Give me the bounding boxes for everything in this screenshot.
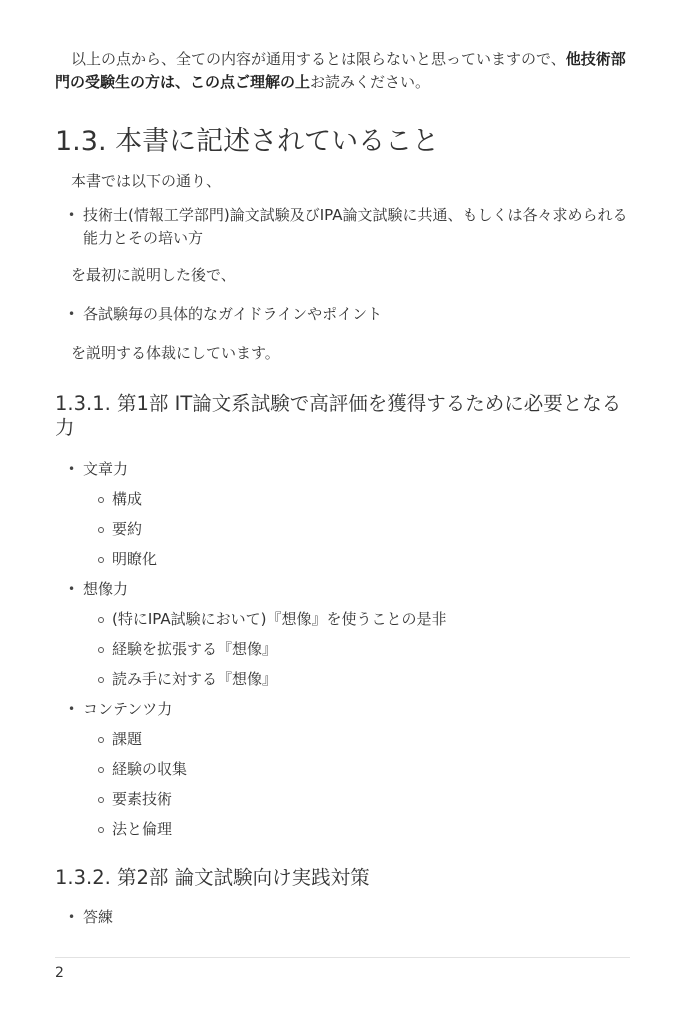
list-item-nested: 経験を拡張する『想像』 bbox=[55, 638, 630, 661]
list-item: • 文章力 bbox=[55, 458, 630, 481]
list-item-nested: 法と倫理 bbox=[55, 818, 630, 841]
footer-divider bbox=[55, 957, 630, 958]
intro-text: 以上の点から、全ての内容が通用するとは限らないと思っていますので、 bbox=[71, 50, 566, 68]
list-item-nested: 要約 bbox=[55, 518, 630, 541]
list-item: • 想像力 bbox=[55, 578, 630, 601]
intro-paragraph bbox=[55, 48, 630, 94]
page-number: 2 bbox=[55, 965, 64, 981]
list-item-nested: (特にIPA試験において)『想像』を使うことの是非 bbox=[55, 608, 630, 631]
list-item: • 答練 bbox=[55, 906, 630, 929]
list-item-nested: 経験の収集 bbox=[55, 758, 630, 781]
section-1-3-list-2 bbox=[55, 303, 630, 326]
intro-bold-text: 他技術部門の受験生の方は、この点ご理解の上 bbox=[55, 50, 626, 91]
list-item: • 技術士(情報工学部門)論文試験及びIPA論文試験に共通、もしくは各々求められる能力とその培い方 bbox=[55, 204, 630, 250]
list-item: • コンテンツ力 bbox=[55, 698, 630, 721]
list-item-nested: 読み手に対する『想像』 bbox=[55, 668, 630, 691]
list-item-nested: 要素技術 bbox=[55, 788, 630, 811]
intro-text-end: お読みください。 bbox=[310, 73, 431, 91]
section-1-3-paragraph-2: を最初に説明した後で、 bbox=[71, 266, 236, 284]
section-1-3-paragraph-1: 本書では以下の通り、 bbox=[71, 172, 222, 190]
section-heading-1-3: 1.3. 本書に記述されていること bbox=[55, 126, 440, 157]
page-content bbox=[55, 48, 630, 929]
list-item-nested: 構成 bbox=[55, 488, 630, 511]
list-item: • 各試験毎の具体的なガイドラインやポイント bbox=[55, 303, 630, 326]
section-1-3-1-list bbox=[55, 458, 630, 841]
list-item-nested: 課題 bbox=[55, 728, 630, 751]
section-1-3-paragraph-3: を説明する体裁にしています。 bbox=[71, 344, 280, 362]
section-heading-1-3-2: 1.3.2. 第2部 論文試験向け実践対策 bbox=[55, 866, 370, 889]
section-1-3-2-list bbox=[55, 906, 630, 929]
section-heading-1-3-1: 1.3.1. 第1部 IT論文系試験で高評価を獲得するために必要となる力 bbox=[55, 392, 622, 439]
list-item-nested: 明瞭化 bbox=[55, 548, 630, 571]
section-1-3-list-1 bbox=[55, 204, 630, 250]
